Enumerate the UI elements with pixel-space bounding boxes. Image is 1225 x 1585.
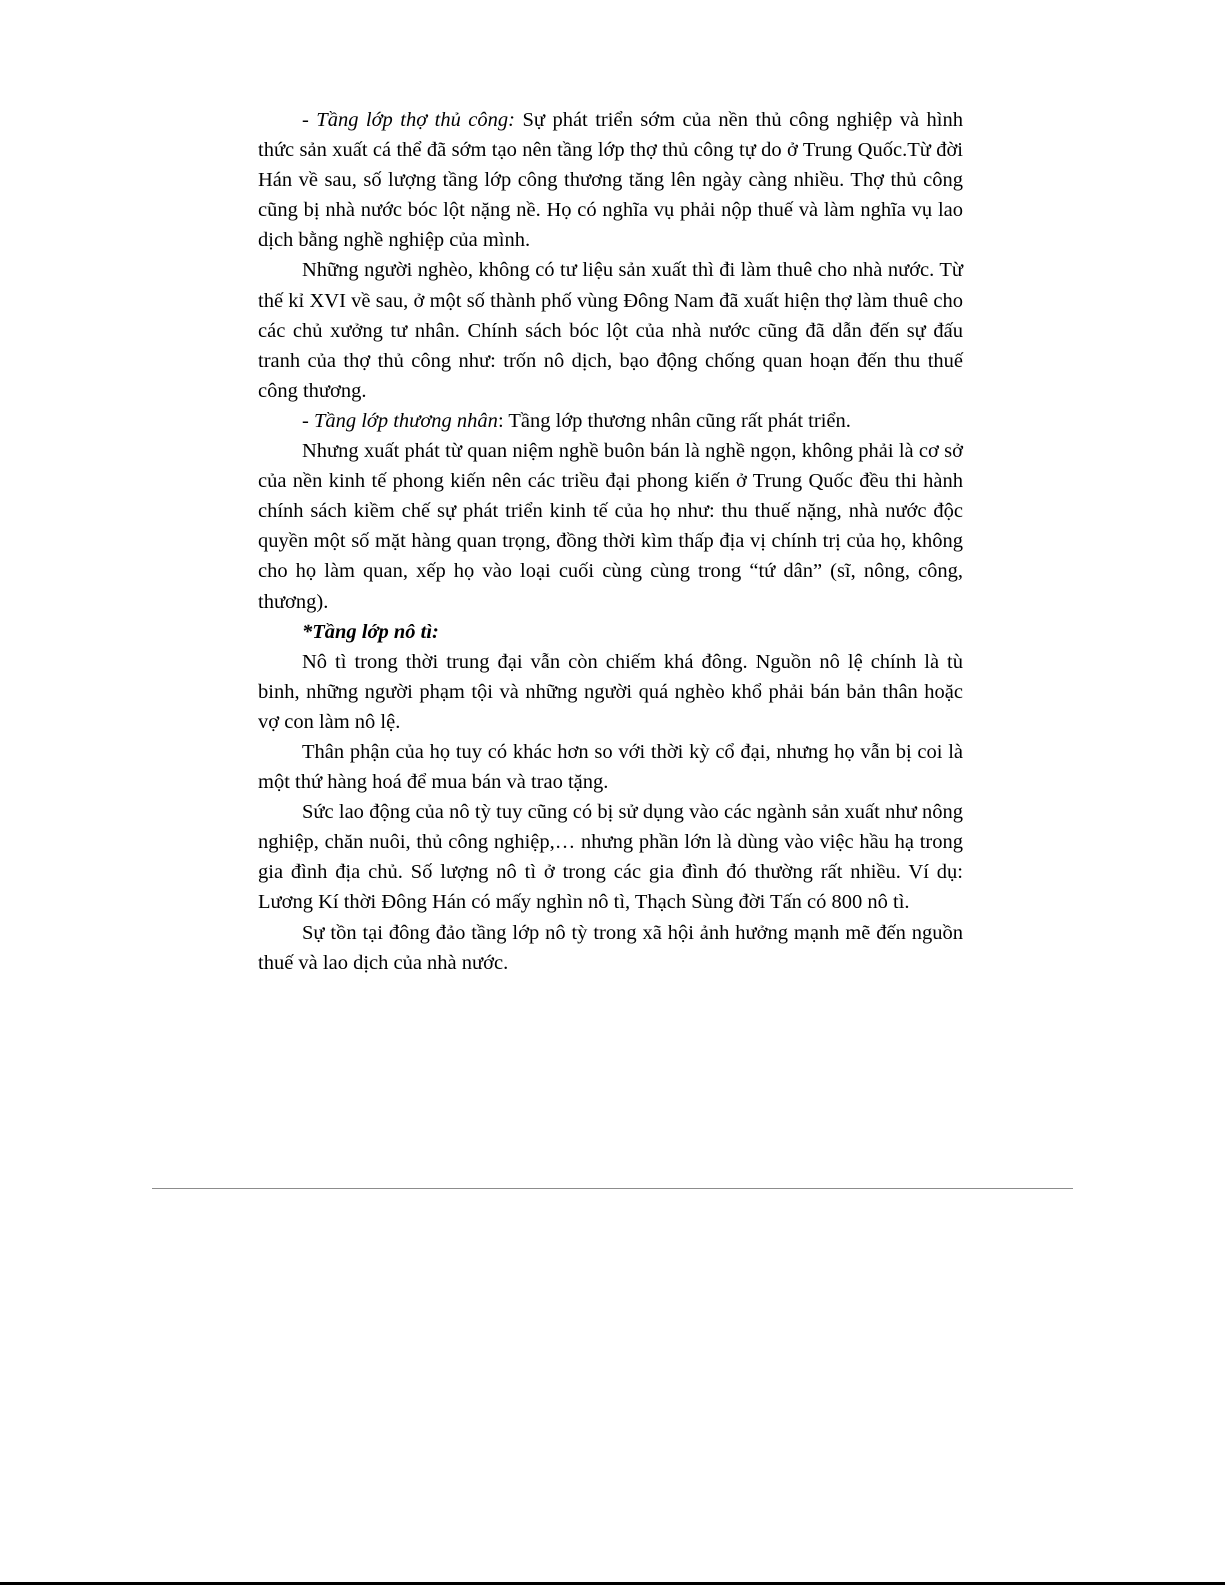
paragraph-text: Sự phát triển sớm của nền thủ công nghiệp và hình thức sản xuất cá thể đã sớm tạo nên tầng lớp thợ thủ công tự do ở Trung Quốc.Từ đời Hán về sau, số lượng tầng lớp công thương tăng lên ngày càng nhiều. Thợ thủ công cũng bị nhà nước bóc lột nặng nề. Họ có nghĩa vụ phải nộp thuế và làm nghĩa vụ lao dịch bằng nghề nghiệp của mình. bbox=[258, 109, 963, 252]
section-heading-no-ti: *Tầng lớp nô tì: bbox=[302, 620, 439, 643]
document-body bbox=[258, 105, 963, 978]
paragraph-nguon-no-le: Nô tì trong thời trung đại vẫn còn chiếm khá đông. Nguồn nô lệ chính là tù binh, những người phạm tội và những người quá nghèo khổ phải bán bản thân hoặc vợ con làm nô lệ. bbox=[258, 650, 963, 733]
term-tho-thu-cong: - Tầng lớp thợ thủ công: bbox=[302, 109, 515, 131]
paragraph-su-ton-tai: Sự tồn tại đông đảo tầng lớp nô tỳ trong xã hội ảnh hưởng mạnh mẽ đến nguồn thuế và lao dịch của nhà nước. bbox=[258, 921, 963, 974]
paragraph-thuong-nhan bbox=[258, 406, 963, 436]
paragraph-than-phan: Thân phận của họ tuy có khác hơn so với thời kỳ cổ đại, nhưng họ vẫn bị coi là một thứ hàng hoá để mua bán và trao tặng. bbox=[258, 740, 963, 794]
paragraph-chinh-sach: Nhưng xuất phát từ quan niệm nghề buôn bán là nghề ngọn, không phải là cơ sở của nền kinh tế phong kiến nên các triều đại phong kiến ở Trung Quốc đều thi hành chính sách kiềm chế sự phát triển kinh tế của họ như: thu thuế nặng, nhà nước độc quyền một số mặt hàng quan trọng, đồng thời kìm thấp địa vị chính trị của họ, không cho họ làm quan, xếp họ vào loại cuối cùng cùng trong “tứ dân” (sĩ, nông, công, thương). bbox=[258, 440, 963, 613]
paragraph-tho-thu-cong bbox=[258, 105, 963, 255]
term-thuong-nhan: - Tầng lớp thương nhân bbox=[302, 409, 498, 432]
page-footer-divider bbox=[152, 1188, 1073, 1189]
paragraph-text: : Tầng lớp thương nhân cũng rất phát triển. bbox=[497, 409, 851, 432]
paragraph-suc-lao-dong: Sức lao động của nô tỳ tuy cũng có bị sử dụng vào các ngành sản xuất như nông nghiệp, chăn nuôi, thủ công nghiệp,… nhưng phần lớn là dùng vào việc hầu hạ trong gia đình địa chủ. Số lượng nô tì ở trong các gia đình đó thường rất nhiều. Ví dụ: Lương Kí thời Đông Hán có mấy nghìn nô tì, Thạch Sùng đời Tấn có 800 nô tì. bbox=[258, 801, 963, 914]
paragraph-lam-thue: Những người nghèo, không có tư liệu sản xuất thì đi làm thuê cho nhà nước. Từ thế kỉ XVI về sau, ở một số thành phố vùng Đông Nam đã xuất hiện thợ làm thuê cho các chủ xưởng tư nhân. Chính sách bóc lột của nhà nước cũng đã dẫn đến sự đấu tranh của thợ thủ công như: trốn nô dịch, bạo động chống quan hoạn đến thu thuế công thương. bbox=[258, 259, 963, 402]
